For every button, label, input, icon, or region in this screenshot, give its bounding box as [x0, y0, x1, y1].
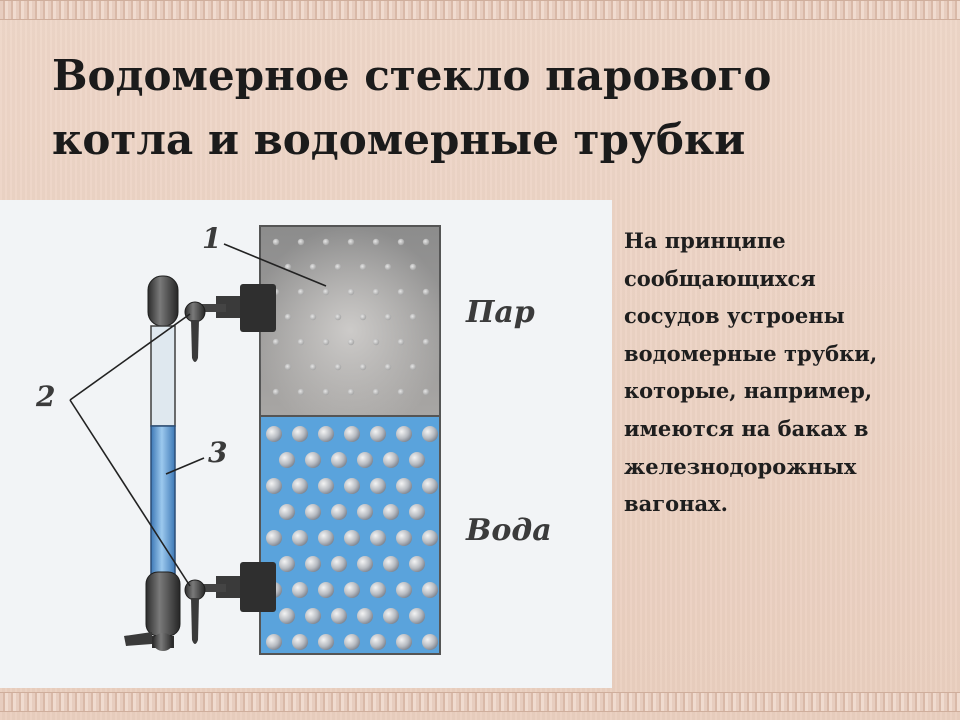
water-bubble [318, 634, 334, 650]
water-bubble [331, 556, 347, 572]
description-line: вагонах. [624, 491, 728, 517]
top-border-stripe [0, 0, 960, 20]
steam-droplet [348, 289, 354, 295]
water-bubble [279, 452, 295, 468]
water-bubble [396, 634, 412, 650]
water-bubble [318, 530, 334, 546]
steam-droplet [298, 289, 304, 295]
steam-droplet [410, 264, 416, 270]
water-bubble [370, 478, 386, 494]
steam-droplet [348, 389, 354, 395]
label-2: 2 [36, 380, 56, 413]
steam-droplet [423, 239, 429, 245]
water-bubble [422, 530, 438, 546]
steam-droplet [410, 314, 416, 320]
water-bubble [383, 504, 399, 520]
steam-droplet [273, 239, 279, 245]
water-gauge-figure [0, 200, 612, 688]
water-bubble [344, 426, 360, 442]
water-bubble [266, 634, 282, 650]
water-bubble [357, 452, 373, 468]
steam-droplet [298, 339, 304, 345]
water-bubble [396, 582, 412, 598]
steam-droplet [423, 339, 429, 345]
water-bubble [344, 634, 360, 650]
steam-droplet [398, 289, 404, 295]
steam-droplet [360, 364, 366, 370]
water-bubble [279, 608, 295, 624]
steam-droplet [310, 314, 316, 320]
steam-droplet [323, 339, 329, 345]
water-bubble [344, 530, 360, 546]
water-bubble [292, 582, 308, 598]
steam-droplet [410, 364, 416, 370]
water-gauge-diagram [0, 200, 612, 688]
steam-droplet [373, 389, 379, 395]
water-bubble [318, 426, 334, 442]
steam-droplet [298, 239, 304, 245]
steam-droplet [310, 264, 316, 270]
water-bubble [344, 582, 360, 598]
water-bubble [318, 582, 334, 598]
boiler-tank [260, 226, 440, 654]
steam-glow [260, 226, 440, 416]
steam-droplet [360, 264, 366, 270]
water-bubble [370, 582, 386, 598]
water-bubble [409, 504, 425, 520]
steam-droplet [360, 314, 366, 320]
description-line: На принципе [624, 228, 786, 253]
water-bubble [383, 556, 399, 572]
steam-droplet [385, 314, 391, 320]
water-bubble [331, 452, 347, 468]
water-bubble [344, 478, 360, 494]
steam-droplet [323, 239, 329, 245]
description-line: которые, например, [624, 378, 873, 404]
water-bubble [292, 478, 308, 494]
water-bubble [305, 608, 321, 624]
steam-droplet [373, 339, 379, 345]
steam-droplet [373, 289, 379, 295]
steam-droplet [423, 389, 429, 395]
steam-droplet [310, 364, 316, 370]
steam-droplet [385, 264, 391, 270]
label-steam: Пар [466, 295, 535, 330]
water-bubble [305, 504, 321, 520]
gauge-glass-tube [124, 276, 180, 651]
steam-droplet [398, 389, 404, 395]
water-bubble [331, 504, 347, 520]
water-bubble [318, 478, 334, 494]
steam-droplet [335, 314, 341, 320]
steam-droplet [323, 389, 329, 395]
water-bubble [383, 608, 399, 624]
water-bubble [357, 556, 373, 572]
steam-droplet [385, 364, 391, 370]
title-line-2: котла и водомерные трубки [52, 115, 746, 164]
water-bubble [422, 582, 438, 598]
description-line: водомерные трубки, [624, 340, 878, 366]
water-bubble [292, 426, 308, 442]
steam-droplet [398, 339, 404, 345]
water-bubble [370, 426, 386, 442]
steam-droplet [273, 339, 279, 345]
water-bubble [370, 530, 386, 546]
title-line-1: Водомерное стекло парового [52, 51, 772, 100]
water-bubble [396, 530, 412, 546]
water-bubble [422, 426, 438, 442]
label-3: 3 [208, 436, 228, 469]
description-text [624, 222, 944, 523]
description-line: сосудов устроены [624, 303, 845, 329]
description-line: имеются на баках в [624, 415, 869, 441]
water-bubble [292, 634, 308, 650]
steam-droplet [373, 239, 379, 245]
steam-droplet [285, 314, 291, 320]
steam-droplet [335, 364, 341, 370]
steam-droplet [348, 339, 354, 345]
water-bubble [357, 608, 373, 624]
water-bubble [396, 478, 412, 494]
water-bubble [409, 608, 425, 624]
steam-droplet [285, 364, 291, 370]
water-bubble [422, 634, 438, 650]
water-bubble [383, 452, 399, 468]
water-bubble [266, 426, 282, 442]
steam-droplet [348, 239, 354, 245]
description-line: сообщающихся [624, 265, 816, 291]
water-bubble [266, 478, 282, 494]
steam-droplet [398, 239, 404, 245]
label-water: Вода [466, 513, 552, 548]
water-bubble [266, 530, 282, 546]
slide-title [52, 44, 912, 172]
description-line: железнодорожных [624, 453, 857, 479]
label-1: 1 [202, 222, 222, 255]
steam-droplet [273, 389, 279, 395]
water-bubble [396, 426, 412, 442]
water-bubble [422, 478, 438, 494]
water-bubble [279, 556, 295, 572]
water-bubble [305, 452, 321, 468]
steam-droplet [298, 389, 304, 395]
water-bubble [305, 556, 321, 572]
water-bubble [331, 608, 347, 624]
water-bubble [279, 504, 295, 520]
water-bubble [409, 556, 425, 572]
steam-droplet [323, 289, 329, 295]
water-bubble [409, 452, 425, 468]
steam-droplet [423, 289, 429, 295]
water-bubble [357, 504, 373, 520]
water-bubble [292, 530, 308, 546]
bottom-border-stripe [0, 692, 960, 712]
water-bubble [370, 634, 386, 650]
steam-droplet [335, 264, 341, 270]
